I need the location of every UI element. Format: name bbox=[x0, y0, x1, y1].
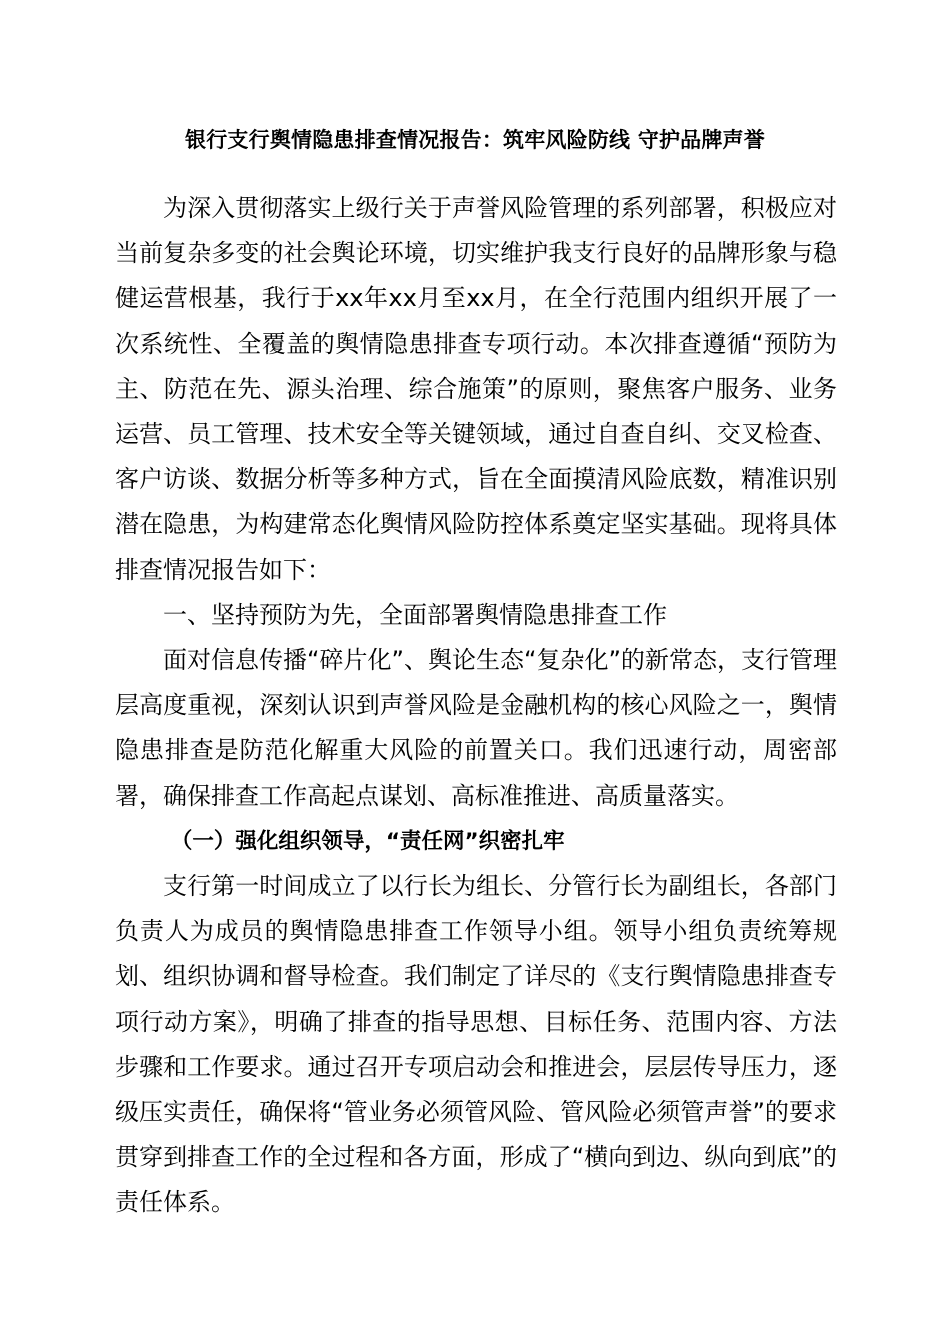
section-paragraph: 面对信息传播“碎片化”、舆论生态“复杂化”的新常态，支行管理层高度重视，深刻认识到声誉风险是金融机构的核心风险之一，舆情隐患排查是防范化解重大风险的前置关口。我们迅速行动，周密部署，确保排查工作高起点谋划、高标准推进、高质量落实。 bbox=[115, 646, 837, 810]
document-title: 银行支行舆情隐患排查情况报告：筑牢风险防线 守护品牌声誉 bbox=[185, 128, 765, 152]
subsection-paragraph: 支行第一时间成立了以行长为组长、分管行长为副组长，各部门负责人为成员的舆情隐患排查工作领导小组。领导小组负责统筹规划、组织协调和督导检查。我们制定了详尽的《支行舆情隐患排查专项行动方案》，明确了排查的指导思想、目标任务、范围内容、方法步骤和工作要求。通过召开专项启动会和推进会，层层传导压力，逐级压实责任，确保将“管业务必须管风险、管风险必须管声誉”的要求贯穿到排查工作的全过程和各方面，形成了“横向到边、纵向到底”的责任体系。 bbox=[115, 872, 837, 1217]
section-heading: 一、坚持预防为先，全面部署舆情隐患排查工作 bbox=[163, 600, 667, 629]
intro-paragraph: 为深入贯彻落实上级行关于声誉风险管理的系列部署，积极应对当前复杂多变的社会舆论环境，切实维护我支行良好的品牌形象与稳健运营根基，我行于xx年xx月至xx月，在全行范围内组织开展了一次系统性、全覆盖的舆情隐患排查专项行动。本次排查遵循“预防为主、防范在先、源头治理、综合施策”的原则，聚焦客户服务、业务运营、员工管理、技术安全等关键领域，通过自查自纠、交叉检查、客户访谈、数据分析等多种方式，旨在全面摸清风险底数，精准识别潜在隐患，为构建常态化舆情风险防控体系奠定坚实基础。现将具体排查情况报告如下： bbox=[115, 194, 837, 584]
document-body bbox=[115, 186, 837, 1226]
subsection-heading: （一）强化组织领导，“责任网”织密扎牢 bbox=[170, 828, 565, 854]
